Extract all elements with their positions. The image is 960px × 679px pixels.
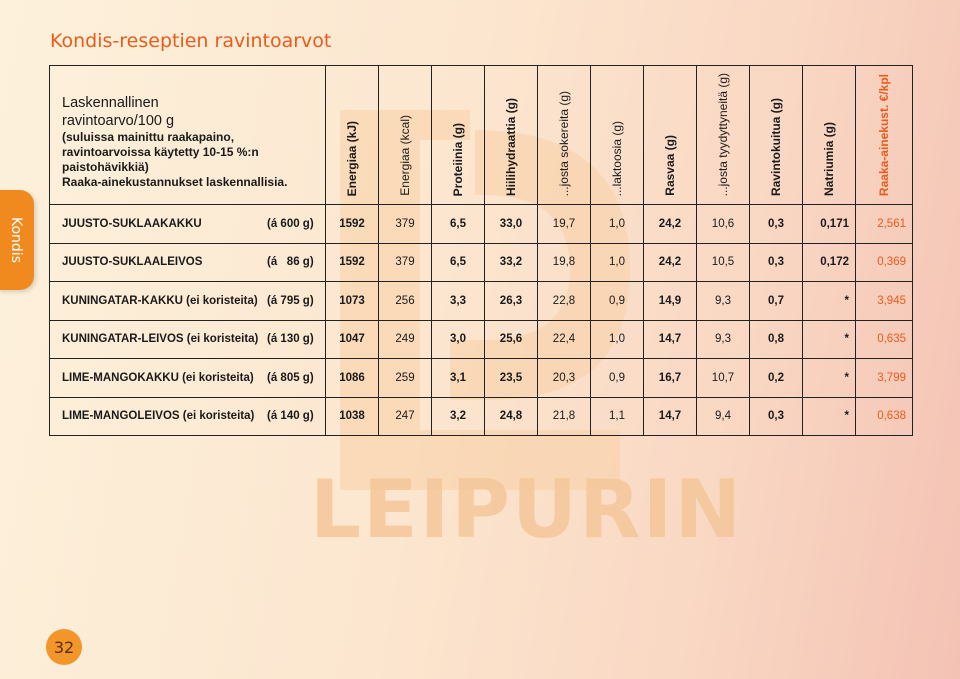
product-cell <box>50 359 326 398</box>
table-cell: 259 <box>379 359 432 398</box>
table-cell: 0,171 <box>803 205 856 244</box>
table-cell: 1,0 <box>591 205 644 244</box>
table-row <box>50 243 913 282</box>
column-header <box>538 66 591 205</box>
table-cell: 33,0 <box>485 205 538 244</box>
column-header-label: Hiilihydraattia (g) <box>504 97 518 196</box>
table-row <box>50 397 913 436</box>
column-header <box>803 66 856 205</box>
table-cell: 24,2 <box>644 205 697 244</box>
column-header <box>591 66 644 205</box>
table-cell: 1047 <box>326 320 379 359</box>
table-cell: 0,7 <box>750 282 803 321</box>
nutrition-table <box>49 65 913 436</box>
table-cell: 21,8 <box>538 397 591 436</box>
table-cell: 25,6 <box>485 320 538 359</box>
table-row <box>50 359 913 398</box>
table-cell: 10,6 <box>697 205 750 244</box>
table-cell: 0,638 <box>856 397 913 436</box>
table-cell: 14,7 <box>644 320 697 359</box>
table-cell: 23,5 <box>485 359 538 398</box>
column-header-label: Raaka-ainekust. €/kpl <box>877 73 891 196</box>
table-cell: 14,9 <box>644 282 697 321</box>
intro-note-line1: (suluissa mainittu raakapaino, <box>62 130 235 144</box>
product-name: KUNINGATAR-KAKKU (ei koristeita) <box>62 294 258 307</box>
table-cell: 3,3 <box>432 282 485 321</box>
table-row <box>50 205 913 244</box>
table-cell: 0,3 <box>750 243 803 282</box>
product-portion: (á 140 g) <box>267 410 314 423</box>
intro-cell <box>50 66 326 205</box>
table-cell: 1,1 <box>591 397 644 436</box>
product-name: LIME-MANGOLEIVOS (ei koristeita) <box>62 410 255 423</box>
column-header-label: ...josta tyydyttyneitä (g) <box>716 72 730 196</box>
table-cell: 1,0 <box>591 320 644 359</box>
table-row <box>50 282 913 321</box>
table-cell: 33,2 <box>485 243 538 282</box>
product-name: JUUSTO-SUKLAALEIVOS <box>62 256 203 269</box>
table-header-row <box>50 66 913 205</box>
table-cell: 6,5 <box>432 243 485 282</box>
table-cell: 3,0 <box>432 320 485 359</box>
table-cell: 24,2 <box>644 243 697 282</box>
product-name: KUNINGATAR-LEIVOS (ei koristeita) <box>62 333 259 346</box>
column-header <box>856 66 913 205</box>
table-cell: 3,799 <box>856 359 913 398</box>
table-cell: 9,4 <box>697 397 750 436</box>
table-cell: 249 <box>379 320 432 359</box>
side-tab[interactable] <box>0 190 34 290</box>
table-cell: 1,0 <box>591 243 644 282</box>
column-header <box>485 66 538 205</box>
intro-title-line1: Laskennallinen <box>62 95 159 111</box>
side-tab-label: Kondis <box>8 217 24 263</box>
column-header-label: Energiaa (kcal) <box>398 115 412 196</box>
product-cell <box>50 205 326 244</box>
product-cell <box>50 243 326 282</box>
table-cell: 3,2 <box>432 397 485 436</box>
table-cell: 0,9 <box>591 282 644 321</box>
table-cell: 9,3 <box>697 282 750 321</box>
table-cell: 9,3 <box>697 320 750 359</box>
table-cell: * <box>803 397 856 436</box>
table-cell: 10,7 <box>697 359 750 398</box>
table-cell: 1086 <box>326 359 379 398</box>
table-cell: 0,8 <box>750 320 803 359</box>
column-header-label: Natriumia (g) <box>822 121 836 196</box>
intro-note-line2: ravintoarvoissa käytetty 10-15 %:n paistohävikkiä) <box>62 145 259 174</box>
table-cell: 1038 <box>326 397 379 436</box>
table-cell: 22,4 <box>538 320 591 359</box>
column-header <box>379 66 432 205</box>
table-cell: * <box>803 282 856 321</box>
table-cell: 2,561 <box>856 205 913 244</box>
intro-note-line3: Raaka-ainekustannukset laskennallisia. <box>62 175 288 189</box>
table-cell: 256 <box>379 282 432 321</box>
product-name: JUUSTO-SUKLAAKAKKU <box>62 217 202 230</box>
table-cell: * <box>803 320 856 359</box>
table-cell: 0,635 <box>856 320 913 359</box>
column-header-label: ...josta sokereita (g) <box>557 90 571 196</box>
column-header <box>432 66 485 205</box>
table-row <box>50 320 913 359</box>
column-header <box>644 66 697 205</box>
table-cell: 3,1 <box>432 359 485 398</box>
table-cell: 10,5 <box>697 243 750 282</box>
product-cell <box>50 320 326 359</box>
table-cell: 379 <box>379 205 432 244</box>
column-header-label: Energiaa (kJ) <box>345 120 359 196</box>
table-cell: 19,7 <box>538 205 591 244</box>
column-header-label: Proteiinia (g) <box>451 122 465 196</box>
table-cell: 0,3 <box>750 397 803 436</box>
intro-title-line2: ravintoarvo/100 g <box>62 113 175 129</box>
page-number: 32 <box>46 629 82 665</box>
column-header-label: ...laktoosia (g) <box>610 120 624 196</box>
page-title: Kondis-reseptien ravintoarvot <box>50 30 332 52</box>
table-cell: 14,7 <box>644 397 697 436</box>
table-cell: 0,2 <box>750 359 803 398</box>
product-portion: (á 600 g) <box>267 217 314 230</box>
table-cell: * <box>803 359 856 398</box>
product-cell <box>50 397 326 436</box>
table-cell: 247 <box>379 397 432 436</box>
table-cell: 0,369 <box>856 243 913 282</box>
table-cell: 0,172 <box>803 243 856 282</box>
table-cell: 20,3 <box>538 359 591 398</box>
table-cell: 16,7 <box>644 359 697 398</box>
product-cell <box>50 282 326 321</box>
column-header <box>750 66 803 205</box>
product-portion: (á 86 g) <box>267 256 314 269</box>
product-portion: (á 795 g) <box>267 294 314 307</box>
table-cell: 1592 <box>326 243 379 282</box>
table-cell: 22,8 <box>538 282 591 321</box>
table-cell: 26,3 <box>485 282 538 321</box>
watermark-text: LEIPURIN <box>310 463 744 556</box>
table-cell: 24,8 <box>485 397 538 436</box>
column-header <box>697 66 750 205</box>
table-cell: 0,3 <box>750 205 803 244</box>
table-cell: 3,945 <box>856 282 913 321</box>
column-header-label: Rasvaa (g) <box>663 135 677 196</box>
table-cell: 1073 <box>326 282 379 321</box>
product-name: LIME-MANGOKAKKU (ei koristeita) <box>62 371 254 384</box>
column-header-label: Ravintokuitua (g) <box>769 98 783 196</box>
table-cell: 379 <box>379 243 432 282</box>
table-cell: 0,9 <box>591 359 644 398</box>
table-cell: 19,8 <box>538 243 591 282</box>
table-cell: 1592 <box>326 205 379 244</box>
column-header <box>326 66 379 205</box>
product-portion: (á 130 g) <box>267 333 314 346</box>
product-portion: (á 805 g) <box>267 371 314 384</box>
table-cell: 6,5 <box>432 205 485 244</box>
